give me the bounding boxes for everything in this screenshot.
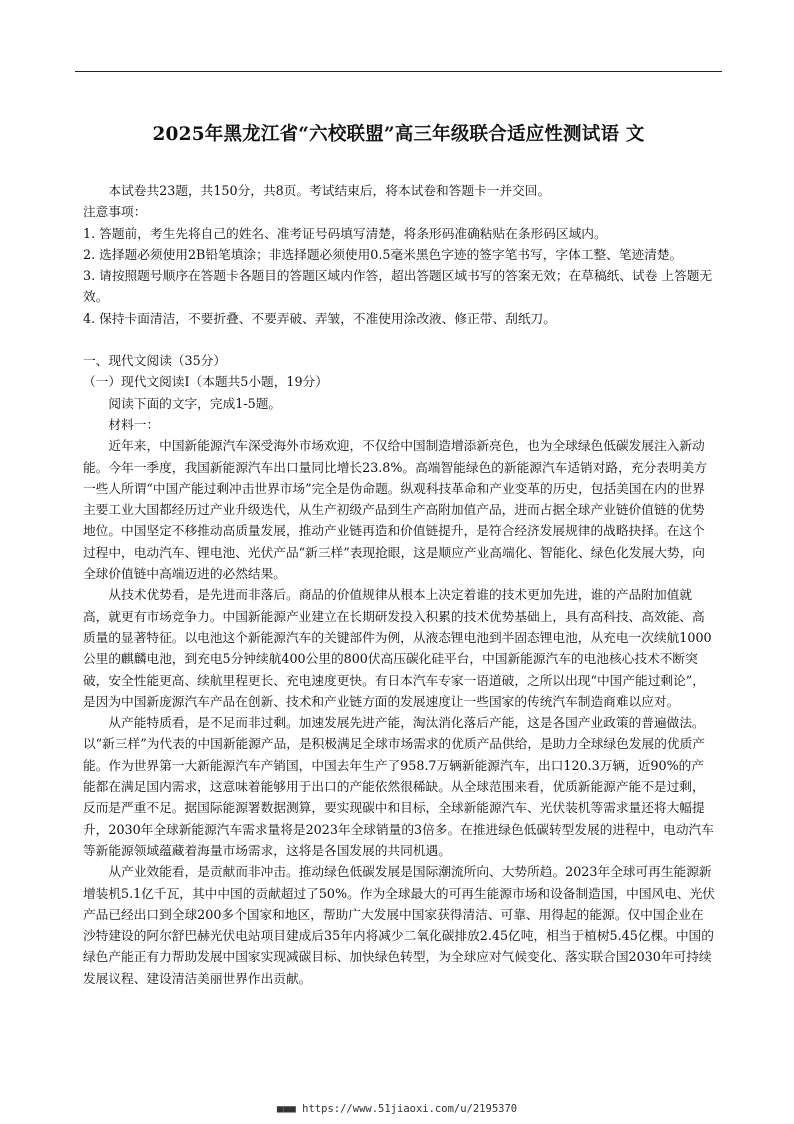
exam-intro: 本试卷共23题，共150分，共8页。考试结束后，将本试卷和答题卡一并交回。	[108, 183, 551, 198]
exam-title: 2025年黑龙江省“六校联盟”高三年级联合适应性测试语 文	[152, 124, 645, 145]
paragraph-1: 近年来，中国新能源汽车深受海外市场欢迎，不仅给中国制造增添新亮色，也为全球绿色低碳发展注入新动能。今年一季度，我国新能源汽车出口量同比增长23.8%。高端智能绿色的新能源汽车适销对路，充分表明美方一些人所谓“中国产能过剩冲击世界市场”完全是伪命题。纵观科技革命和产业变革的历史，包括美国在内的世界主要工业大国都经历过产业升级迭代，从生产初级产品到生产高附加值产品，进而占据全球产业链价值链的优势地位。中国坚定不移推动高质量发展，推动产业链再造和价值链提升，是符合经济发展规律的战略抉择。在这个过程中，电动汽车、锂电池、光伏产品“新三样”表现抢眼，这是顺应产业高端化、智能化、绿色化发展大势，向全球价值链中高端迈进的必然结果。	[83, 438, 707, 582]
notice-item-2: 2. 选择题必须使用2B铅笔填涂；非选择题必须使用0.5毫米黑色字迹的签字笔书写，字体工整、笔迹清楚。	[83, 246, 683, 262]
notice-heading: 注意事项：	[83, 204, 147, 220]
spacer	[83, 329, 716, 350]
reading-instruction: 阅读下面的文字，完成1-5题。	[108, 395, 282, 411]
section-heading: 一、现代文阅读（35分）	[83, 353, 227, 369]
subsection-heading: （一）现代文阅读Ⅰ（本题共5小题，19分）	[83, 374, 328, 390]
notice-item-4: 4. 保持卡面清洁，不要折叠、不要弄破、弄皱，不准使用涂改液、修正带、刮纸刀。	[83, 310, 556, 326]
paragraph-2: 从技术优势看，是先进而非落后。商品的价值规律从根本上决定着谁的技术更加先进，谁的产品附加值就高，就更有市场竞争力。中国新能源产业建立在长期研发投入积累的技术优势基础上，具有高科技、高效能、高质量的显著特征。以电池这个新能源汽车的关键部件为例，从液态锂电池到半固态锂电池，从充电一次续航1000公里的麒麟电池，到充电5分钟续航400公里的800伏高压碳化硅平台，中国新能源汽车的电池核心技术不断突破，安全性能更高、续航里程更长、充电速度更快。有日本汽车专家一语道破，之所以出现“中国产能过剩论”，是因为中国新庞源汽车产品在创新、技术和产业链方面的发展速度让一些国家的传统汽车制造商难以应对。	[83, 587, 712, 709]
page-footer-link[interactable]: ■■■ https://www.51jiaoxi.com/u/2195370	[276, 1103, 518, 1115]
exam-content	[83, 180, 716, 989]
paragraph-4: 从产业效能看，是贡献而非冲击。推动绿色低碳发展是国际潮流所向、大势所趋。2023年全球可再生能源新增装机5.1亿千瓦，其中中国的贡献超过了50%。作为全球最大的可再生能源市场和设备制造国，中国风电、光伏产品已经出口到全球200多个国家和地区，帮助广大发展中国家获得清洁、可靠、用得起的能源。仅中国企业在沙特建设的阿尔舒巴赫光伏电站项目建成后35年内将减少二氧化碳排放2.45亿吨，相当于植树5.45亿棵。中国的绿色产能正有力帮助发展中国家实现减碳目标、加快绿色转型，为全球应对气候变化、落实联合国2030年可持续发展议程、建设清洁美丽世界作出贡献。	[83, 864, 715, 986]
paragraph-3: 从产能特质看，是不足而非过剩。加速发展先进产能，淘汰消化落后产能，这是各国产业政策的普遍做法。以“新三样”为代表的中国新能源产品，是积极满足全球市场需求的优质产品供给，是助力全球绿色发展的优质产能。作为世界第一大新能源汽车产销国，中国去年生产了958.7万辆新能源汽车，出口120.3万辆，近90%的产能都在满足国内需求，这意味着能够用于出口的产能依然很稀缺。从全球范围来看，优质新能源产能不是过剩，反而是严重不足。据国际能源署数据测算，要实现碳中和目标，全球新能源汽车、光伏装机等需求量还将大幅提升，2030年全球新能源汽车需求量将是2023年全球销量的3倍多。在推进绿色低碳转型发展的进程中，电动汽车等新能源领域蕴藏着海量市场需求，这将是各国发展的共同机遇。	[83, 715, 714, 858]
material-label: 材料一：	[108, 416, 160, 432]
header-rule	[75, 71, 722, 72]
notice-item-1: 1. 答题前，考生先将自己的姓名、准考证号码填写清楚，将条形码准确粘贴在条形码区域内。	[83, 225, 607, 241]
notice-item-3: 3. 请按照题号顺序在答题卡各题目的答题区域内作答，超出答题区域书写的答案无效；在草稿纸、试卷 上答题无效。	[83, 268, 713, 305]
